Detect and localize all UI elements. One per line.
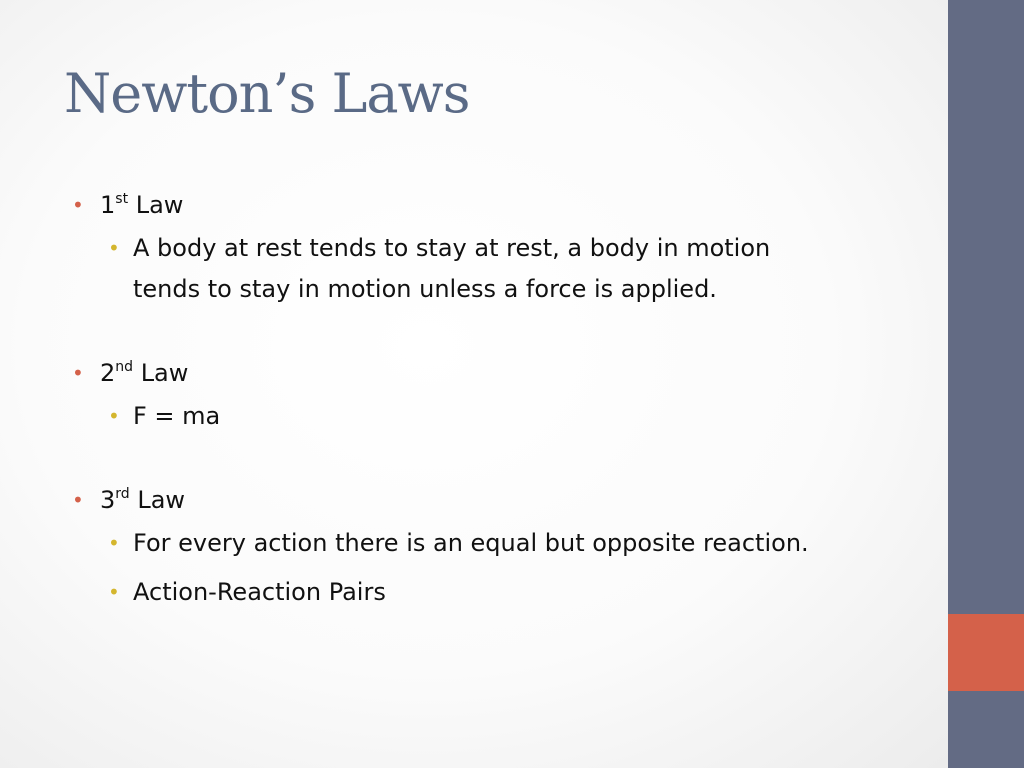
law-2-point: • F = ma — [100, 396, 833, 437]
law-ordinal-suffix: nd — [115, 359, 134, 375]
law-heading-2 — [70, 354, 870, 437]
law-number: 3 — [100, 486, 116, 514]
law-ordinal-suffix: rd — [115, 486, 130, 502]
spacer — [70, 445, 870, 481]
law-ordinal-suffix: st — [115, 191, 129, 207]
law-word: Law — [140, 359, 189, 387]
law-word: Law — [135, 191, 184, 219]
law-2-points — [100, 396, 870, 437]
law-1-point: • A body at rest tends to stay at rest, a body in motion tends to stay in motion unless a force is applied. — [100, 228, 833, 310]
law-number: 2 — [100, 359, 116, 387]
law-number: 1 — [100, 191, 116, 219]
law-3-points — [100, 523, 870, 613]
law-heading-1 — [70, 186, 870, 310]
bullet-list — [70, 186, 870, 621]
law-1-points — [100, 228, 870, 310]
law-3-point: • For every action there is an equal but opposite reaction. — [100, 523, 833, 564]
side-accent-block — [948, 614, 1024, 691]
law-3-point: • Action-Reaction Pairs — [100, 572, 833, 613]
law-word: Law — [137, 486, 186, 514]
slide-title: Newton’s Laws — [64, 62, 470, 125]
spacer — [70, 318, 870, 354]
law-heading-3 — [70, 481, 870, 613]
